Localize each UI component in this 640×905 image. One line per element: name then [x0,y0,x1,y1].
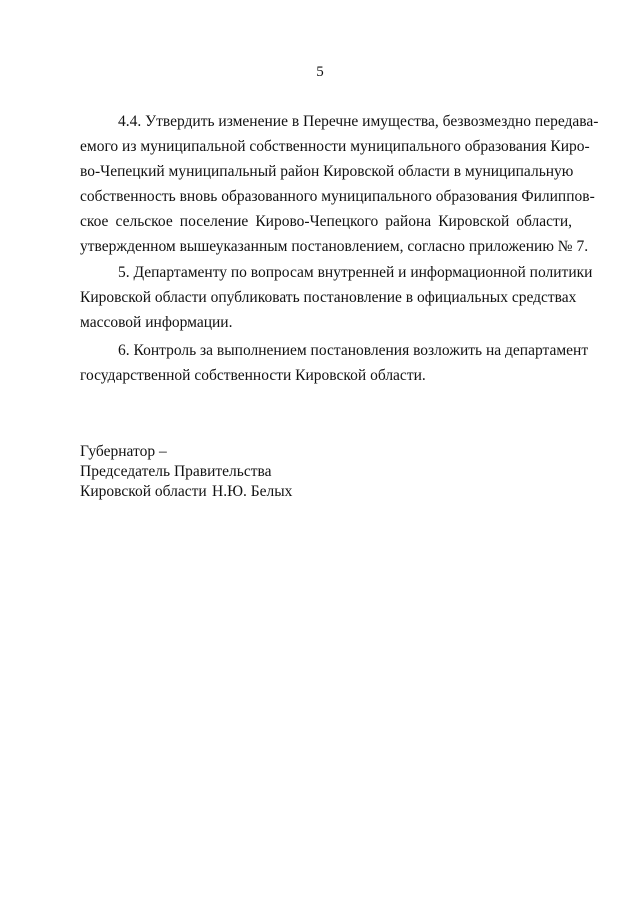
paragraph-5-line-1: 5. Департаменту по вопросам внутренней и информационной политики [118,264,593,281]
paragraph-4-4-line-6: утвержденном вышеуказанным постановлением, согласно приложению № 7. [80,238,589,255]
paragraph-4-4-line-4: собственность вновь образованного муниципального образования Филиппов- [80,188,595,205]
paragraph-5-line-2: Кировской области опубликовать постановление в официальных средствах [80,289,577,306]
paragraph-4-4-line-1: 4.4. Утвердить изменение в Перечне имущества, безвозмездно передава- [118,113,599,130]
paragraph-4-4-line-3: во-Чепецкий муниципальный район Кировской области в муниципальную [80,163,574,180]
paragraph-4-4-line-5: ское сельское поселение Кирово-Чепецкого района Кировской области, [80,213,572,230]
signature-title-line-2: Председатель Правительства [80,463,272,480]
signature-name: Н.Ю. Белых [212,483,293,500]
paragraph-6-line-2: государственной собственности Кировской области. [80,367,426,384]
signature-title-line-3: Кировской области [80,483,207,500]
paragraph-5-line-3: массовой информации. [80,314,233,331]
signature-title-line-1: Губернатор – [80,443,167,460]
paragraph-6-line-1: 6. Контроль за выполнением постановления возложить на департамент [118,342,589,359]
page-number: 5 [316,64,324,80]
paragraph-4-4-line-2: емого из муниципальной собственности муниципального образования Киро- [80,138,590,155]
